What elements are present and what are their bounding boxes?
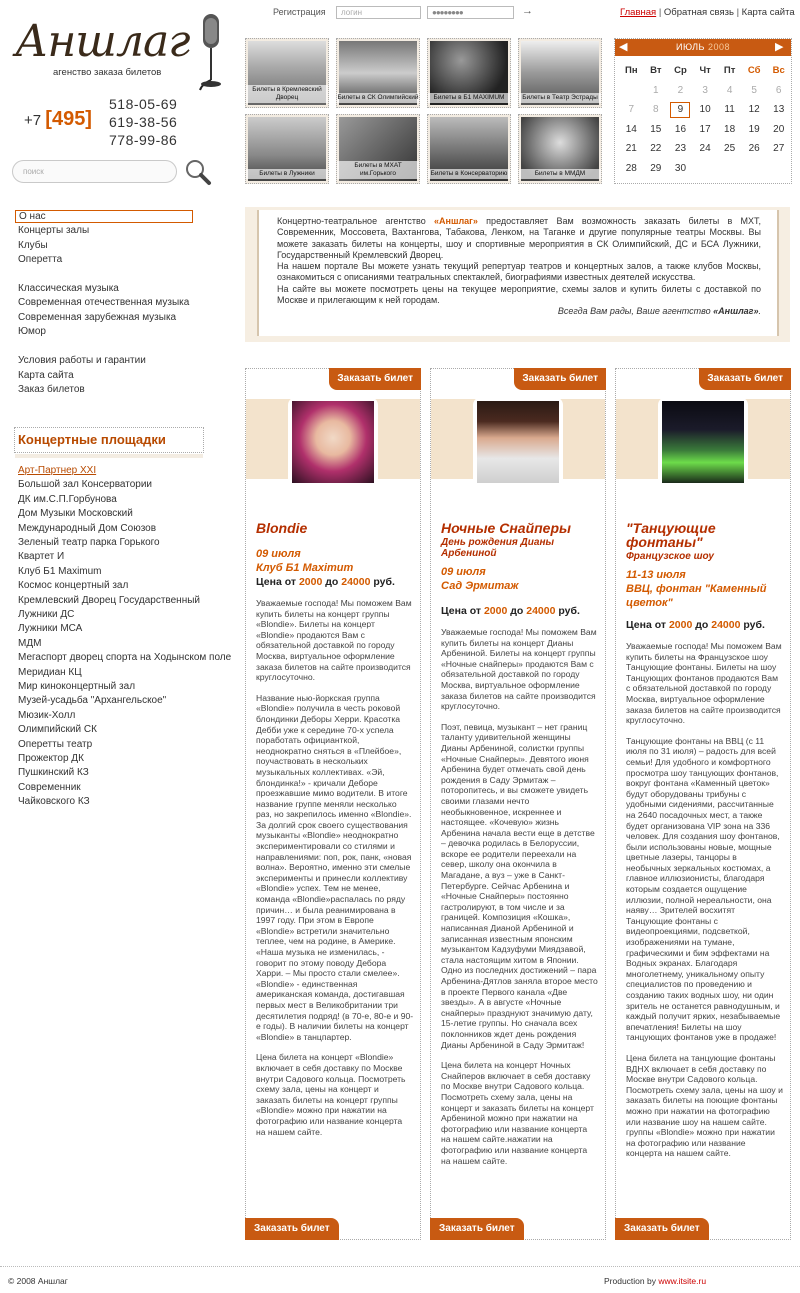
venue-thumb[interactable]: Билеты в СК Олимпийский	[336, 38, 420, 108]
login-submit-arrow-icon[interactable]: →	[522, 5, 533, 17]
event-date: 09 июля	[256, 548, 301, 560]
phone-number: 619-38-56	[109, 114, 178, 130]
event-place: Клуб Б1 Maximum	[256, 562, 354, 574]
calendar-grid: Пн Вт Ср Чт Пт Сб Вс 1 2 3 4 5 6 7 8 9 10 11 12 13 14 15 16 17 18 19 20 21 22 23 24 25 26 27 28 29 30	[619, 61, 791, 178]
event-date: 11-13 июля	[626, 569, 686, 581]
venue-link[interactable]: Чайковского КЗ	[18, 796, 90, 808]
nav-item[interactable]: Юмор	[18, 326, 46, 337]
order-ticket-button[interactable]: Заказать билет	[699, 368, 791, 390]
calendar-day[interactable]: 8	[653, 104, 659, 116]
order-ticket-button[interactable]: Заказать билет	[329, 368, 421, 390]
event-price: Цена от 2000 до 24000 руб.	[441, 605, 580, 617]
event-photo[interactable]	[658, 397, 748, 487]
event-title[interactable]: Ночные Снайперы День рождения Дианы Арбениной 09 июля Сад Эрмитаж	[441, 521, 601, 593]
order-ticket-button[interactable]: Заказать билет	[245, 1218, 339, 1240]
calendar-day[interactable]: 17	[699, 123, 711, 135]
venue-link[interactable]: Меридиан КЦ	[18, 666, 82, 678]
top-links	[620, 7, 795, 18]
venue-thumb[interactable]: Билеты в ММДМ	[518, 114, 602, 184]
home-link[interactable]: Главная	[620, 7, 657, 18]
calendar-day[interactable]: 12	[748, 104, 760, 116]
event-photo[interactable]	[473, 397, 563, 487]
prev-month-icon[interactable]: ◀	[619, 41, 628, 53]
nav-item[interactable]: Заказ билетов	[18, 384, 85, 395]
event-place: Сад Эрмитаж	[441, 580, 519, 592]
microphone-icon	[198, 12, 224, 92]
logo-tagline: агенство заказа билетов	[53, 67, 162, 78]
nav-item[interactable]: Клубы	[18, 240, 48, 251]
venue-link[interactable]: Пушкинский КЗ	[18, 767, 89, 779]
calendar-day[interactable]: 26	[748, 143, 760, 155]
calendar-day[interactable]: 23	[674, 143, 687, 155]
event-description: Уважаемые господа! Мы поможем Вам купить билеты на концерт группы «Blondie». Билеты на концерт «Blondie» продаются Вам с обязательной доставкой по городу Москва, виртуальное оформление заказа билетов на сайте производится круглосуточно. Название нью-йоркская группа «Blondie» получила в честь роковой блондинки Деборы Херри. Красотка Дебби уже к середине 70-х успела поработать официанткой, неоднократно сняться в «Плейбое», поучаствовать в нескольких музыкальных коллективах. «Эй, блондинка!» - кричали Деборе проезжавшие мимо водители. В итоге название группе меняли несколько раз, но закрепилось именно «Blondie». За долгий срок своего существования музыканты «Blondie» неоднократно экспериментировали со стилями и направлениями: поп, рок, панк, «новая волна». Вероятно, именно эти смелые эксперименты и принесли коллективу «Blondie» успех. Тем не менее, команда «Blondie»распалась по ряду причин… и была реанимирована в 1997 году. При этом в Европе «Blondie» встретили значительно теплее, чем на родине, в Америке. «Наша музыка не изменилась, - говорит по этому поводу Дебора Харри. – Мы просто стали смелее». «Blondie» - единственная американская команда, достигавшая первых мест в Великобритании три десятилетия подряд! (в 70-е, 80-е и 90-е годы). В наличии билеты на концерт «Blondie» в танцпартер. Цена билета на концерт «Blondie» включает в себя доставку по Москве внутри Садового кольца. Посмотреть схему зала, цены на концерт и заказать билеты на концерт группы «Blondie» можно при нажатии на фотографию или название концерта на нашем сайте.	[256, 598, 414, 1137]
calendar-day[interactable]: 29	[650, 162, 662, 174]
separator: |	[658, 7, 662, 18]
nav-item[interactable]: Карта сайта	[18, 370, 74, 381]
event-date: 09 июля	[441, 566, 486, 578]
event-card	[430, 368, 606, 1240]
calendar-day[interactable]: 16	[674, 123, 687, 135]
calendar-day[interactable]: 2	[677, 84, 684, 96]
venue-link[interactable]: ДК им.С.П.Горбунова	[18, 493, 117, 505]
event-price: Цена от 2000 до 24000 руб.	[626, 619, 765, 631]
venue-link[interactable]: Лужники МСА	[18, 623, 83, 635]
venue-link[interactable]: Мегаспорт дворец спорта на Ходынском поле	[18, 652, 232, 664]
calendar-day[interactable]: 15	[650, 123, 662, 135]
venue-link[interactable]: Лужники ДС	[18, 609, 75, 620]
concert-venues-heading: Концертные площадки	[14, 427, 204, 453]
venue-link[interactable]: Кремлевский Дворец Государственный	[18, 594, 201, 606]
calendar-day[interactable]: 3	[702, 84, 708, 96]
calendar-day[interactable]: 1	[653, 84, 659, 96]
venue-link[interactable]: Большой зал Консерватории	[18, 479, 152, 491]
venue-link[interactable]: Космос концертный зал	[18, 580, 129, 592]
venue-link[interactable]: Международный Дом Союзов	[18, 522, 157, 534]
venue-link[interactable]: Мир киноконцертный зал	[18, 681, 136, 692]
venue-link[interactable]: Арт-Партнер XXI	[18, 465, 97, 476]
footer-divider	[0, 1266, 800, 1267]
logo[interactable]	[5, 10, 235, 100]
calendar-day[interactable]: 14	[625, 123, 637, 135]
nav-item[interactable]: Оперетта	[18, 254, 63, 265]
event-subtitle: Французское шоу	[626, 551, 714, 562]
calendar-day[interactable]: 19	[748, 123, 760, 135]
nav-item[interactable]: Классическая музыка	[18, 283, 119, 294]
venue-link[interactable]: Зеленый театр парка Горького	[18, 537, 160, 548]
event-price: Цена от 2000 до 24000 руб.	[256, 576, 395, 588]
calendar-day[interactable]: 5	[751, 84, 757, 96]
event-card	[615, 368, 791, 1240]
venue-link[interactable]: Клуб Б1 Maximum	[18, 565, 102, 577]
calendar-day[interactable]: 4	[726, 84, 733, 96]
venue-thumb[interactable]: Билеты в Лужники	[245, 114, 329, 184]
calendar-day[interactable]: 24	[699, 143, 711, 155]
venue-thumb[interactable]: Билеты в МХАТ им.Горького	[336, 114, 420, 184]
intro-paragraph: На сайте вы можете посмотреть цены на текущее мероприятие, схемы залов и купить билеты с доставкой по Москве и прилегающим к ней городам.	[277, 283, 761, 306]
venue-link[interactable]: Дом Музыки Московский	[18, 508, 133, 520]
calendar-day[interactable]: 7	[628, 104, 635, 116]
nav-item[interactable]: Концерты залы	[18, 225, 90, 236]
feedback-link[interactable]: Обратная связь	[663, 7, 734, 18]
calendar-day[interactable]: 6	[775, 84, 782, 96]
venue-link[interactable]: Оперетты театр	[18, 738, 93, 750]
nav-item[interactable]: Условия работы и гарантии	[18, 355, 146, 366]
calendar-day[interactable]: 21	[625, 143, 637, 155]
calendar-header: ИЮЛЬ 2008	[615, 39, 791, 56]
calendar-day[interactable]: 22	[650, 143, 662, 155]
event-description: Уважаемые господа! Мы поможем Вам купить билеты на концерт Дианы Арбениной. Билеты на концерт группы «Ночные снайперы» продаются Вам с обязательной доставкой по городу Москва, виртуальное оформление заказа билетов на сайте производится круглосуточно. Поэт, певица, музыкант – нет границ таланту удивительной женщины Дианы Арбениной, солистки группы «Ночные Снайперы». Девятого июня Арбенина будет отмечать свой день рождения в Саду Эрмитаж – поторопитесь, и вы сможете увидеть своими глазами нечто необыкновенное, искреннее и настоящее. «Кочевую» жизнь Арбенина начала вести еще в детстве – девочка родилась в Белоруссии, вскоре ее родители переехали на север, школу она окончила в Магадане, а вуз – уже в Санкт-Петербурге. Сейчас Арбенина и «Ночные Снайперы» постоянно гастролируют, в том числе и за границей. Композиция «Кошка», написанная Дианой Арбениной и записанная известным японским музыкантом Кадзуфуми Миядзавой, стала настоящим хитом в Японии. Одно из последних достижений – пара Арбенина-Дятлов заняла второе место в проекте Первого канала «Две звезды». А в августе «Ночные снайперы» празднуют значимую дату, 15-летие группы. Но сначала всех поклонников ждет день рождения Дианы Арбениной в Саду Эрмитаж! Цена билета на концерт Ночных Снайперов включает в себя доставку по Москве внутри Садового кольца. Посмотреть схему зала, цены на концерт и заказать билеты на концерт Арбениной можно при нажатии на фотографию или название концерта на нашем сайте.нажатии на фотографию или название концерта на нашем сайте.	[441, 627, 598, 1166]
order-ticket-button[interactable]: Заказать билет	[514, 368, 606, 390]
order-ticket-button[interactable]: Заказать билет	[430, 1218, 524, 1240]
intro-paragraph: Концертно-театральное агентство «Аншлаг» предоставляет Вам возможность заказать билеты в МХТ, Современник, Моссовета, Вахтангова, Табакова, Ленком, на Таганке и другие популярные театры Москвы. Вы можете заказать билеты на концерты, шоу и спортивные мероприятия в СК Олимпийский, ДС и БСА Лужники, Государственный Кремлевский Дворец.	[277, 216, 761, 260]
calendar-day[interactable]: 18	[724, 123, 736, 135]
nav-item-about[interactable]: О нас	[15, 210, 193, 223]
copyright: © 2008 Аншлаг	[8, 1276, 68, 1286]
sitemap-link[interactable]: Карта сайта	[741, 7, 795, 18]
calendar-day[interactable]: 28	[625, 162, 637, 174]
phone-number: 778-99-86	[109, 132, 178, 148]
production-credit: Production by www.itsite.ru	[604, 1276, 707, 1286]
login-bar	[270, 6, 570, 20]
developer-link[interactable]: www.itsite.ru	[658, 1276, 707, 1286]
password-input[interactable]: ●●●●●●●●	[427, 6, 514, 19]
phone-number: 518-05-69	[109, 96, 178, 112]
separator: |	[736, 7, 740, 18]
logo-title: Аншлаг	[15, 16, 190, 67]
calendar-day[interactable]: 13	[773, 104, 785, 116]
nav-item[interactable]: Современная отечественная музыка	[18, 297, 190, 308]
event-title[interactable]: "Танцующие фонтаны" Французское шоу 11-13 июля ВВЦ, фонтан "Каменный цветок"	[626, 521, 786, 610]
venue-link[interactable]: МДМ	[18, 637, 42, 649]
venue-link[interactable]: Прожектор ДК	[18, 753, 84, 764]
event-description: Уважаемые господа! Мы поможем Вам купить билеты на Французское шоу Танцующие фонтаны. Билеты на шоу Танцующих фонтанов продаются Вам с обязательной доставкой по городу Москва, виртуальное оформление заказа билетов на сайте производится круглосуточно. Танцующие фонтаны на ВВЦ (с 11 июля по 31 июля) – радость для всей семьи! Для удобного и комфортного просмотра шоу танцующих фонтанов, вокруг фонтана «Каменный цветок» будут оборудованы трибуны с удобными сидениями, рассчитанные на 2640 посадочных мест, а также будет организована VIP зона на 336 человек. Для создания шоу фонтанов, были использованы новые, мощные цветные лазеры, танцоры в необычных зеркальных костюмах, а главное иллюзионисты, благодаря которым создается ощущение иллюзии, полной нереальности, она наяву… Зрителей восхитят Танцующие фонтаны с видеопроекциями, подсветкой, изображениями на тумане, графическими и бим эффектами на Водных экранах. Благодаря многолетнему, уникальному опыту специалистов по проведению и созданию таких водных шоу, ни один зритель не останется равнодушным, и каждый получит ярких, незабываемые впечатления! Билеты на шоу танцующих фонтанов уже в продаже! Цена билета на танцующие фонтаны ВДНХ включает в себя доставку по Москве внутри Садового кольца. Посмотреть схему зала, цены на шоу и заказать билеты на поющие фонтаны можно при нажатии на фотографию или название шоу на нашем сайте. группы «Blondie» можно при нажатии на фотографию или название концерта на нашем сайте.	[626, 641, 783, 1159]
venue-link[interactable]: Олимпийский СК	[18, 724, 97, 736]
venue-thumb[interactable]: Билеты в Б1 MAXIMUM	[427, 38, 511, 108]
calendar-day[interactable]: 27	[773, 143, 785, 155]
calendar-day[interactable]: 11	[724, 104, 735, 116]
venue-thumb[interactable]: Билеты в Театр Эстрады	[518, 38, 602, 108]
search-input[interactable]: поиск	[12, 160, 177, 183]
venue-thumb[interactable]: Билеты в Консерваторию	[427, 114, 511, 184]
venue-link[interactable]: Современник	[18, 781, 81, 793]
register-link[interactable]: Регистрация	[273, 7, 326, 17]
calendar	[614, 38, 792, 184]
calendar-day[interactable]: 20	[773, 123, 785, 135]
nav-item[interactable]: Современная зарубежная музыка	[18, 312, 177, 323]
event-title[interactable]: Blondie 09 июля Клуб Б1 Maximum	[256, 521, 416, 575]
venue-link[interactable]: Квартет И	[18, 551, 65, 563]
intro-signature: Всегда Вам рады, Ваше агентство «Аншлаг».	[557, 306, 761, 317]
calendar-day[interactable]: 10	[699, 104, 711, 116]
phone-block	[20, 96, 190, 152]
calendar-day-today[interactable]: 9	[668, 100, 693, 120]
event-place: ВВЦ, фонтан "Каменный цветок"	[626, 583, 767, 609]
intro-paragraph: На нашем портале Вы можете узнать текущий репертуар театров и концертных залов, а также клубов Москвы, ознакомиться с описаниями театральных спектаклей, биографиями известных деятелей искусства.	[277, 261, 761, 283]
next-month-icon[interactable]: ▶	[775, 41, 784, 53]
phone-code: +7 [495]	[24, 108, 92, 130]
intro-block	[245, 207, 790, 342]
login-input[interactable]: логин	[336, 6, 421, 19]
venue-link[interactable]: Мюзик-Холл	[18, 709, 76, 721]
event-photo[interactable]	[288, 397, 378, 487]
venue-link[interactable]: Музей-усадьба "Архангельское"	[18, 695, 167, 707]
calendar-day[interactable]: 25	[724, 143, 736, 155]
calendar-day[interactable]: 30	[674, 162, 687, 174]
event-subtitle: День рождения Дианы Арбениной	[441, 537, 555, 559]
event-card	[245, 368, 421, 1240]
search-icon[interactable]	[184, 158, 212, 186]
order-ticket-button[interactable]: Заказать билет	[615, 1218, 709, 1240]
venue-thumb[interactable]: Билеты в Кремлевский Дворец	[245, 38, 329, 108]
